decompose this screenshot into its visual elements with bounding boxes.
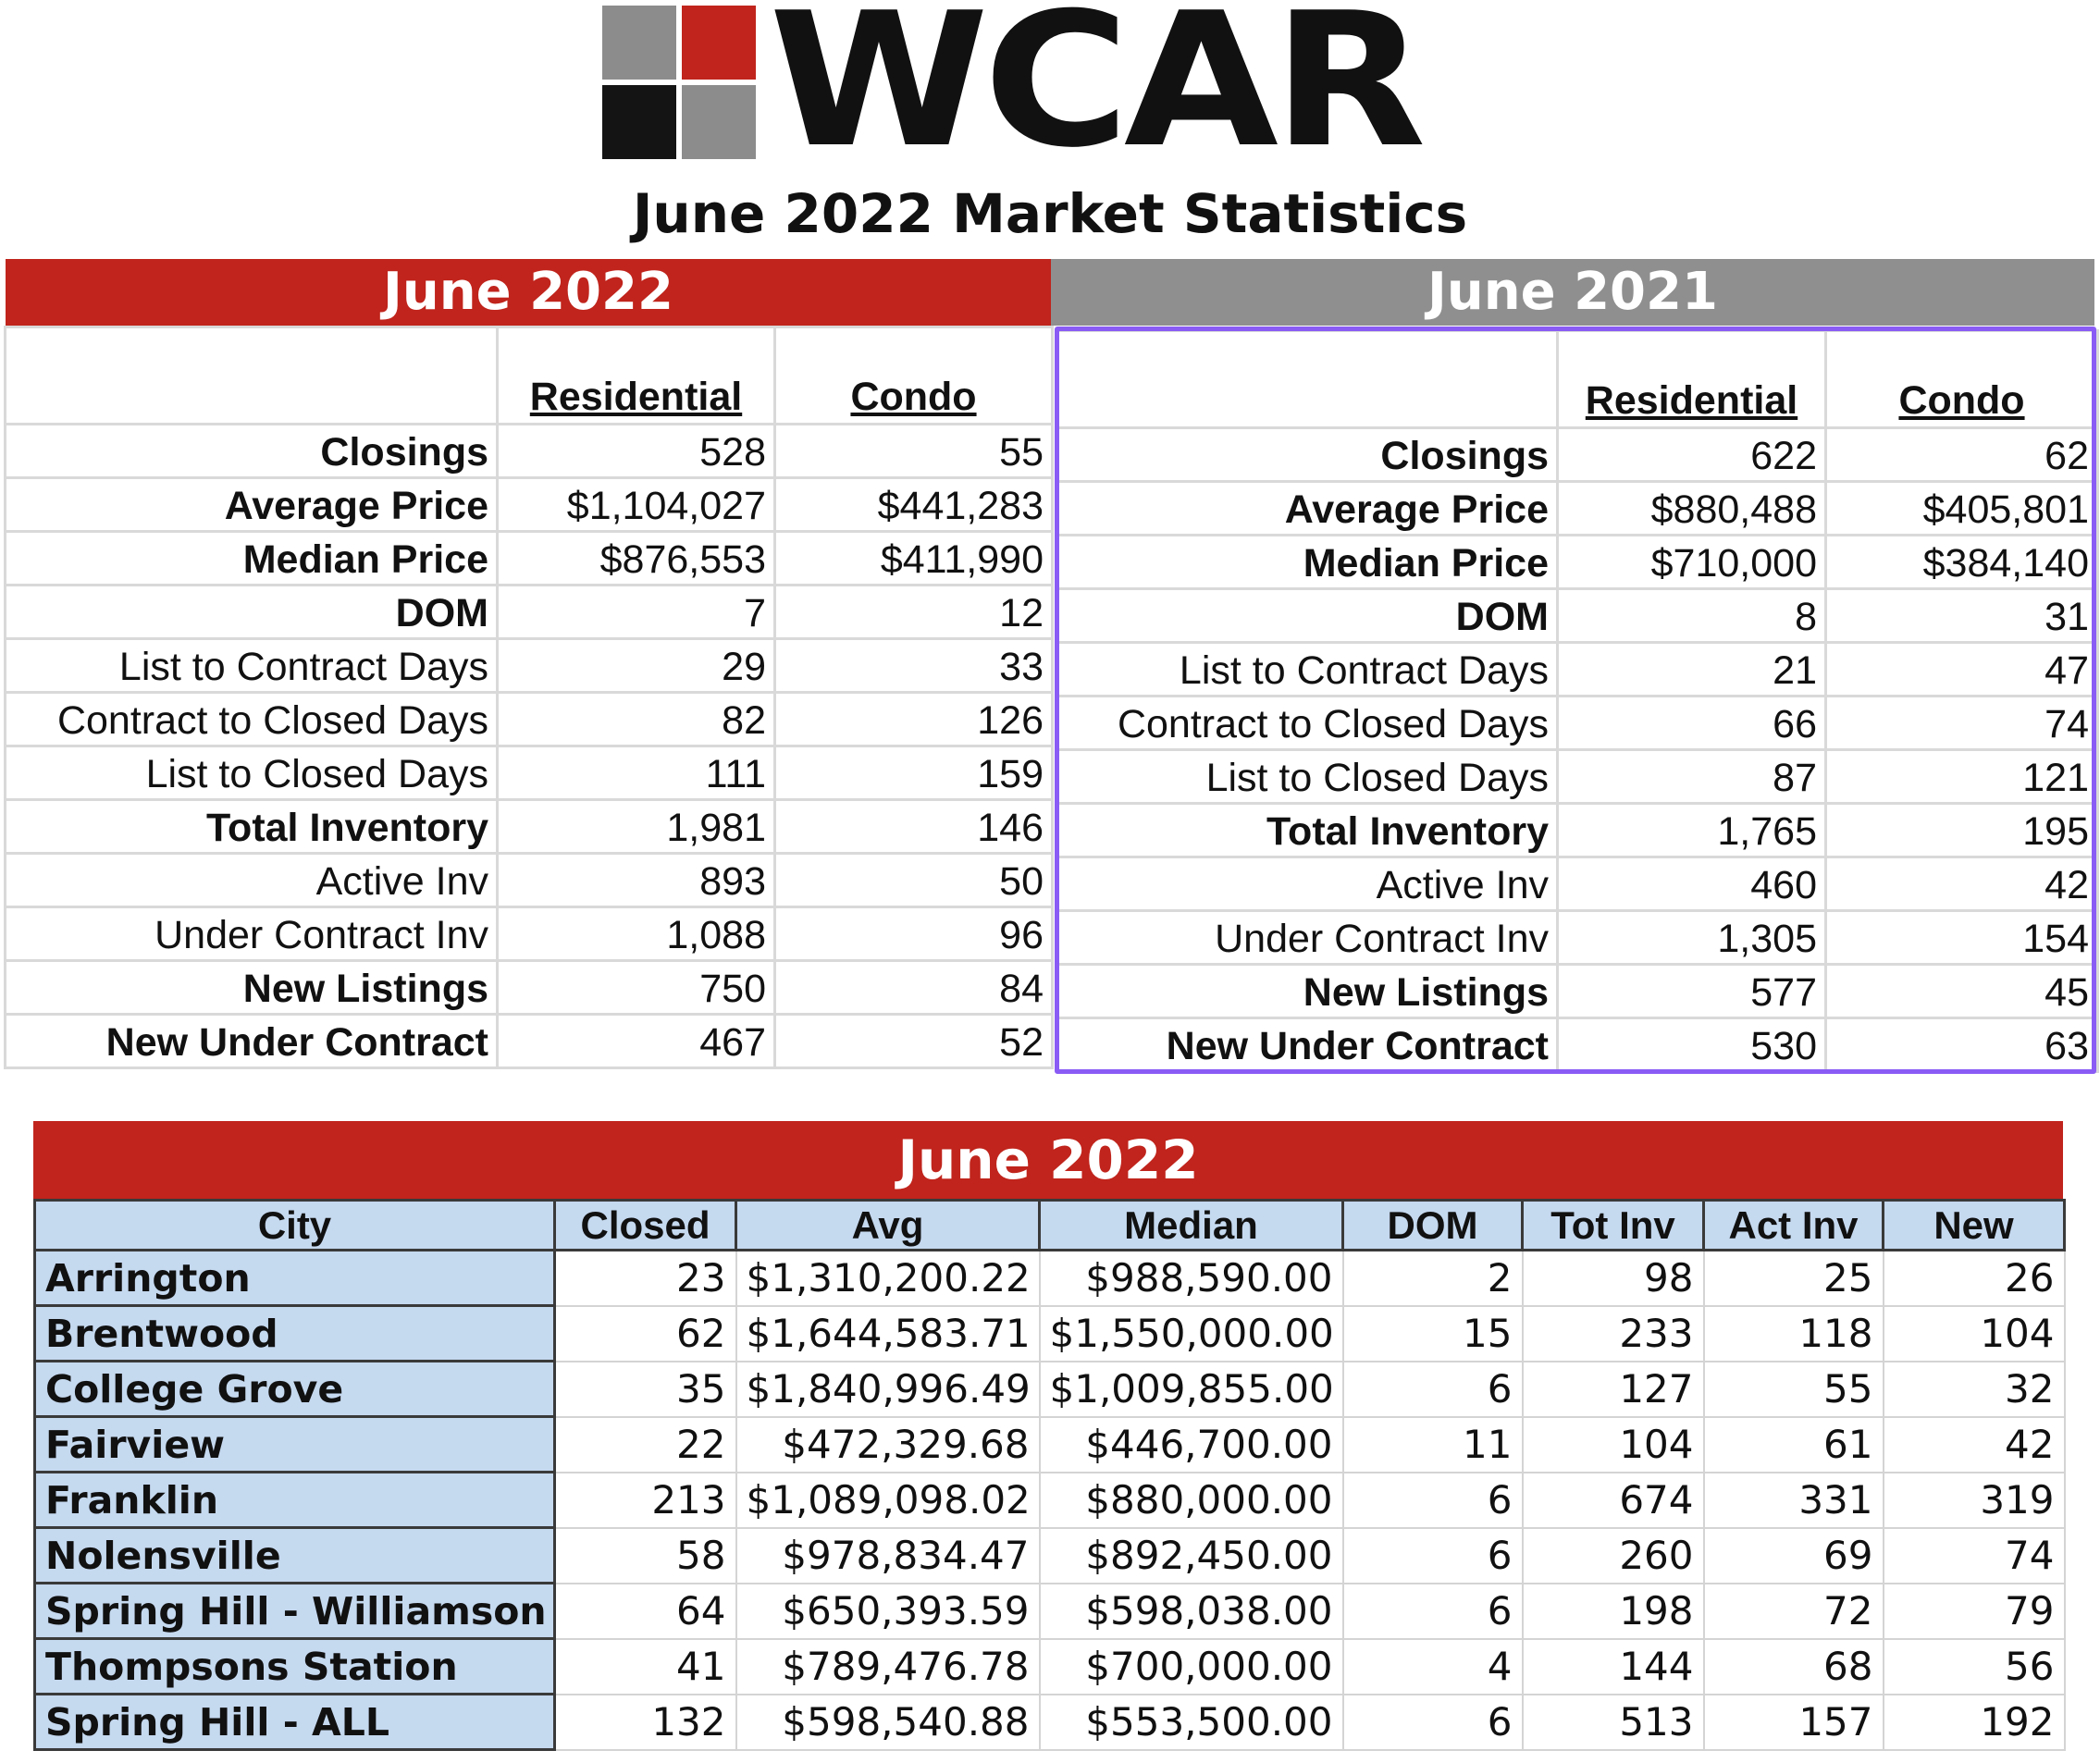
condo-value: $405,801 bbox=[1826, 482, 2098, 536]
closed-value: 41 bbox=[555, 1639, 736, 1695]
city-name: Arrington bbox=[35, 1251, 555, 1306]
residential-value: $880,488 bbox=[1558, 482, 1826, 536]
condo-value: 96 bbox=[775, 907, 1053, 961]
new-value: 79 bbox=[1884, 1584, 2065, 1639]
new-value: 319 bbox=[1884, 1473, 2065, 1528]
act-inv-value: 61 bbox=[1704, 1417, 1884, 1473]
row-label: Active Inv bbox=[6, 854, 498, 907]
table-row bbox=[1058, 750, 2098, 804]
residential-value: 528 bbox=[498, 425, 775, 478]
condo-value: 84 bbox=[775, 961, 1053, 1015]
row-label: Closings bbox=[1058, 428, 1558, 482]
table-row bbox=[1058, 857, 2098, 911]
header-residential: Residential bbox=[498, 327, 775, 425]
row-label: Contract to Closed Days bbox=[6, 693, 498, 746]
row-label: Active Inv bbox=[1058, 857, 1558, 911]
residential-value: 1,765 bbox=[1558, 804, 1826, 857]
row-label: List to Contract Days bbox=[6, 639, 498, 693]
header-dom: DOM bbox=[1343, 1201, 1523, 1251]
condo-value: 126 bbox=[775, 693, 1053, 746]
condo-value: $411,990 bbox=[775, 532, 1053, 586]
table-row bbox=[6, 907, 1053, 961]
header-median: Median bbox=[1040, 1201, 1343, 1251]
table-row bbox=[6, 693, 1053, 746]
header-closed: Closed bbox=[555, 1201, 736, 1251]
header-new: New bbox=[1884, 1201, 2065, 1251]
table-row bbox=[6, 746, 1053, 800]
act-inv-value: 118 bbox=[1704, 1306, 1884, 1362]
row-label: Median Price bbox=[1058, 536, 1558, 589]
condo-value: 50 bbox=[775, 854, 1053, 907]
stats-header-row bbox=[6, 327, 1053, 425]
row-label: New Listings bbox=[6, 961, 498, 1015]
logo-wordmark: WCAR bbox=[769, 0, 1421, 189]
row-label: Closings bbox=[6, 425, 498, 478]
avg-value: $1,644,583.71 bbox=[736, 1306, 1040, 1362]
city-name: Nolensville bbox=[35, 1528, 555, 1584]
residential-value: 1,981 bbox=[498, 800, 775, 854]
median-value: $880,000.00 bbox=[1040, 1473, 1343, 1528]
condo-value: $384,140 bbox=[1826, 536, 2098, 589]
row-label: New Listings bbox=[1058, 965, 1558, 1018]
act-inv-value: 55 bbox=[1704, 1362, 1884, 1417]
condo-value: 146 bbox=[775, 800, 1053, 854]
table-row bbox=[1058, 965, 2098, 1018]
closed-value: 132 bbox=[555, 1695, 736, 1750]
avg-value: $598,540.88 bbox=[736, 1695, 1040, 1750]
table-row bbox=[35, 1695, 2065, 1750]
condo-value: 63 bbox=[1826, 1018, 2098, 1072]
new-value: 104 bbox=[1884, 1306, 2065, 1362]
residential-value: 460 bbox=[1558, 857, 1826, 911]
row-label: DOM bbox=[1058, 589, 1558, 643]
closed-value: 58 bbox=[555, 1528, 736, 1584]
city-name: Spring Hill - ALL bbox=[35, 1695, 555, 1750]
median-value: $553,500.00 bbox=[1040, 1695, 1343, 1750]
table-row bbox=[6, 532, 1053, 586]
page-title: June 2022 Market Statistics bbox=[632, 182, 1468, 245]
tot-inv-value: 260 bbox=[1523, 1528, 1704, 1584]
city-header-row bbox=[35, 1201, 2065, 1251]
condo-value: 31 bbox=[1826, 589, 2098, 643]
closed-value: 64 bbox=[555, 1584, 736, 1639]
dom-value: 6 bbox=[1343, 1695, 1523, 1750]
tot-inv-value: 144 bbox=[1523, 1639, 1704, 1695]
residential-value: 577 bbox=[1558, 965, 1826, 1018]
banner-june-2021: June 2021 bbox=[1051, 259, 2094, 326]
new-value: 42 bbox=[1884, 1417, 2065, 1473]
dom-value: 2 bbox=[1343, 1251, 1523, 1306]
closed-value: 35 bbox=[555, 1362, 736, 1417]
table-row bbox=[1058, 643, 2098, 697]
table-row bbox=[6, 1015, 1053, 1068]
city-table-banner: June 2022 bbox=[33, 1121, 2063, 1199]
tot-inv-value: 674 bbox=[1523, 1473, 1704, 1528]
row-label: Under Contract Inv bbox=[1058, 911, 1558, 965]
avg-value: $1,089,098.02 bbox=[736, 1473, 1040, 1528]
table-row bbox=[1058, 536, 2098, 589]
stats-header-row bbox=[1058, 331, 2098, 428]
logo-square-gray-top bbox=[602, 6, 676, 80]
condo-value: 121 bbox=[1826, 750, 2098, 804]
table-row bbox=[6, 854, 1053, 907]
table-row bbox=[1058, 482, 2098, 536]
residential-value: 1,088 bbox=[498, 907, 775, 961]
dom-value: 15 bbox=[1343, 1306, 1523, 1362]
city-name: Brentwood bbox=[35, 1306, 555, 1362]
table-row bbox=[35, 1417, 2065, 1473]
table-row bbox=[6, 478, 1053, 532]
city-name: Franklin bbox=[35, 1473, 555, 1528]
new-value: 192 bbox=[1884, 1695, 2065, 1750]
table-row bbox=[6, 586, 1053, 639]
residential-value: 21 bbox=[1558, 643, 1826, 697]
table-row bbox=[1058, 1018, 2098, 1072]
row-label: Average Price bbox=[6, 478, 498, 532]
residential-value: 111 bbox=[498, 746, 775, 800]
row-label: List to Contract Days bbox=[1058, 643, 1558, 697]
city-stats-table bbox=[33, 1199, 2066, 1751]
row-label: Under Contract Inv bbox=[6, 907, 498, 961]
residential-value: $1,104,027 bbox=[498, 478, 775, 532]
header-blank bbox=[6, 327, 498, 425]
act-inv-value: 69 bbox=[1704, 1528, 1884, 1584]
table-row bbox=[6, 961, 1053, 1015]
median-value: $598,038.00 bbox=[1040, 1584, 1343, 1639]
header-tot-inv: Tot Inv bbox=[1523, 1201, 1704, 1251]
city-name: Thompsons Station bbox=[35, 1639, 555, 1695]
avg-value: $1,840,996.49 bbox=[736, 1362, 1040, 1417]
residential-value: 893 bbox=[498, 854, 775, 907]
closed-value: 213 bbox=[555, 1473, 736, 1528]
act-inv-value: 72 bbox=[1704, 1584, 1884, 1639]
dom-value: 6 bbox=[1343, 1362, 1523, 1417]
banner-june-2022: June 2022 bbox=[6, 259, 1051, 326]
row-label: List to Closed Days bbox=[6, 746, 498, 800]
tot-inv-value: 513 bbox=[1523, 1695, 1704, 1750]
residential-value: 750 bbox=[498, 961, 775, 1015]
table-row bbox=[35, 1306, 2065, 1362]
condo-value: 74 bbox=[1826, 697, 2098, 750]
dom-value: 6 bbox=[1343, 1528, 1523, 1584]
table-row bbox=[6, 639, 1053, 693]
city-name: Fairview bbox=[35, 1417, 555, 1473]
table-row bbox=[35, 1473, 2065, 1528]
row-label: List to Closed Days bbox=[1058, 750, 1558, 804]
condo-value: 12 bbox=[775, 586, 1053, 639]
avg-value: $1,310,200.22 bbox=[736, 1251, 1040, 1306]
median-value: $700,000.00 bbox=[1040, 1639, 1343, 1695]
residential-value: 622 bbox=[1558, 428, 1826, 482]
dom-value: 4 bbox=[1343, 1639, 1523, 1695]
stats-table-2022 bbox=[4, 326, 1054, 1069]
table-row bbox=[6, 800, 1053, 854]
condo-value: 62 bbox=[1826, 428, 2098, 482]
condo-value: 47 bbox=[1826, 643, 2098, 697]
residential-value: 1,305 bbox=[1558, 911, 1826, 965]
act-inv-value: 25 bbox=[1704, 1251, 1884, 1306]
avg-value: $472,329.68 bbox=[736, 1417, 1040, 1473]
condo-value: 195 bbox=[1826, 804, 2098, 857]
act-inv-value: 331 bbox=[1704, 1473, 1884, 1528]
condo-value: $441,283 bbox=[775, 478, 1053, 532]
table-row bbox=[1058, 911, 2098, 965]
header-condo: Condo bbox=[1826, 331, 2098, 428]
table-row bbox=[35, 1584, 2065, 1639]
new-value: 26 bbox=[1884, 1251, 2065, 1306]
logo-square-red bbox=[682, 6, 756, 80]
header-condo: Condo bbox=[775, 327, 1053, 425]
table-row bbox=[1058, 428, 2098, 482]
header-blank bbox=[1058, 331, 1558, 428]
act-inv-value: 157 bbox=[1704, 1695, 1884, 1750]
act-inv-value: 68 bbox=[1704, 1639, 1884, 1695]
condo-value: 33 bbox=[775, 639, 1053, 693]
new-value: 32 bbox=[1884, 1362, 2065, 1417]
table-row bbox=[35, 1251, 2065, 1306]
median-value: $446,700.00 bbox=[1040, 1417, 1343, 1473]
tot-inv-value: 98 bbox=[1523, 1251, 1704, 1306]
header-residential: Residential bbox=[1558, 331, 1826, 428]
row-label: Total Inventory bbox=[1058, 804, 1558, 857]
dom-value: 6 bbox=[1343, 1584, 1523, 1639]
residential-value: 8 bbox=[1558, 589, 1826, 643]
city-name: Spring Hill - Williamson bbox=[35, 1584, 555, 1639]
residential-value: $876,553 bbox=[498, 532, 775, 586]
row-label: Contract to Closed Days bbox=[1058, 697, 1558, 750]
median-value: $1,009,855.00 bbox=[1040, 1362, 1343, 1417]
condo-value: 42 bbox=[1826, 857, 2098, 911]
table-row bbox=[35, 1528, 2065, 1584]
residential-value: 7 bbox=[498, 586, 775, 639]
logo-square-gray-bottom bbox=[682, 85, 756, 159]
closed-value: 22 bbox=[555, 1417, 736, 1473]
residential-value: 87 bbox=[1558, 750, 1826, 804]
logo-square-black bbox=[602, 85, 676, 159]
city-name: College Grove bbox=[35, 1362, 555, 1417]
tot-inv-value: 198 bbox=[1523, 1584, 1704, 1639]
avg-value: $650,393.59 bbox=[736, 1584, 1040, 1639]
row-label: DOM bbox=[6, 586, 498, 639]
residential-value: 29 bbox=[498, 639, 775, 693]
condo-value: 52 bbox=[775, 1015, 1053, 1068]
closed-value: 23 bbox=[555, 1251, 736, 1306]
dom-value: 6 bbox=[1343, 1473, 1523, 1528]
table-row bbox=[1058, 697, 2098, 750]
wcar-logo bbox=[602, 0, 1421, 189]
condo-value: 55 bbox=[775, 425, 1053, 478]
closed-value: 62 bbox=[555, 1306, 736, 1362]
tot-inv-value: 104 bbox=[1523, 1417, 1704, 1473]
table-row bbox=[35, 1639, 2065, 1695]
residential-value: 530 bbox=[1558, 1018, 1826, 1072]
median-value: $892,450.00 bbox=[1040, 1528, 1343, 1584]
header-avg: Avg bbox=[736, 1201, 1040, 1251]
residential-value: 82 bbox=[498, 693, 775, 746]
new-value: 74 bbox=[1884, 1528, 2065, 1584]
row-label: Average Price bbox=[1058, 482, 1558, 536]
row-label: Total Inventory bbox=[6, 800, 498, 854]
residential-value: 467 bbox=[498, 1015, 775, 1068]
table-row bbox=[35, 1362, 2065, 1417]
tot-inv-value: 233 bbox=[1523, 1306, 1704, 1362]
avg-value: $789,476.78 bbox=[736, 1639, 1040, 1695]
row-label: Median Price bbox=[6, 532, 498, 586]
table-row bbox=[6, 425, 1053, 478]
header-city: City bbox=[35, 1201, 555, 1251]
median-value: $988,590.00 bbox=[1040, 1251, 1343, 1306]
table-row bbox=[1058, 804, 2098, 857]
header-act-inv: Act Inv bbox=[1704, 1201, 1884, 1251]
residential-value: 66 bbox=[1558, 697, 1826, 750]
dom-value: 11 bbox=[1343, 1417, 1523, 1473]
condo-value: 159 bbox=[775, 746, 1053, 800]
avg-value: $978,834.47 bbox=[736, 1528, 1040, 1584]
residential-value: $710,000 bbox=[1558, 536, 1826, 589]
row-label: New Under Contract bbox=[6, 1015, 498, 1068]
stats-table-2021 bbox=[1056, 329, 2099, 1073]
row-label: New Under Contract bbox=[1058, 1018, 1558, 1072]
table-row bbox=[1058, 589, 2098, 643]
median-value: $1,550,000.00 bbox=[1040, 1306, 1343, 1362]
condo-value: 45 bbox=[1826, 965, 2098, 1018]
tot-inv-value: 127 bbox=[1523, 1362, 1704, 1417]
new-value: 56 bbox=[1884, 1639, 2065, 1695]
condo-value: 154 bbox=[1826, 911, 2098, 965]
